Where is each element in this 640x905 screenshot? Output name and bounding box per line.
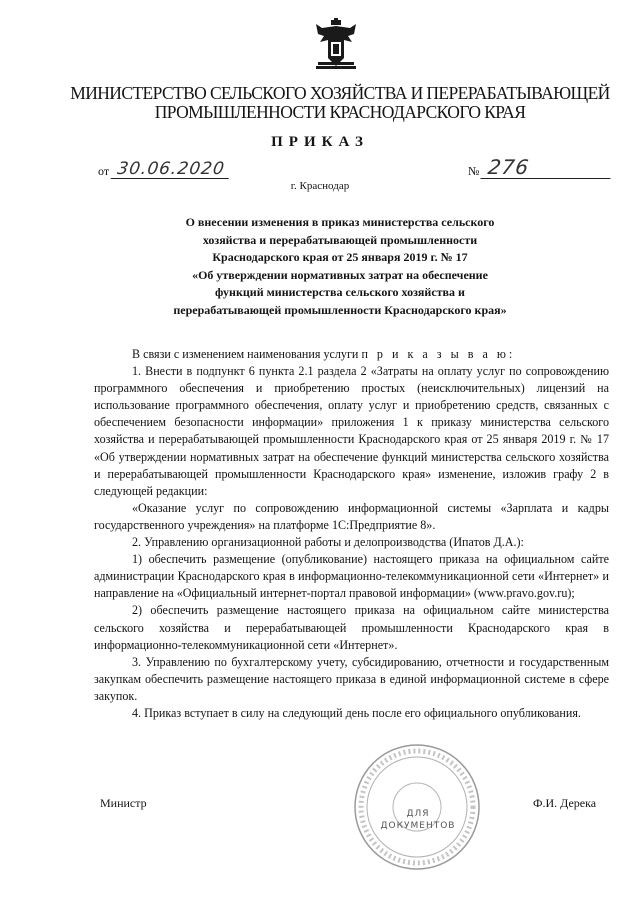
number-field: [468, 156, 612, 179]
subject-line: О внесении изменения в приказ министерства сельского: [185, 215, 495, 229]
subject-line: хозяйства и перерабатывающей промышленности: [202, 232, 478, 247]
city: г. Краснодар: [290, 180, 350, 192]
order-word: п р и к а з ы в а ю:: [361, 347, 516, 361]
paragraph-2-1: 1) обеспечить размещение (опубликование) настоящего приказа на официальном сайте администрации Краснодарского края в информационно-телекоммуникационной сети «Интернет» и направление на «Официальный интернет-портал правовой информации» (www.pravo.gov.ru);: [94, 552, 609, 601]
subject-line: функций министерства сельского хозяйства и: [215, 285, 465, 300]
coat-of-arms-icon: [314, 18, 358, 70]
paragraph-1: 1. Внести в подпункт 6 пункта 2.1 раздела 2 «Затраты на оплату услуг по сопровождению программного обеспечения и приобретению простых (неисключительных) лицензий на использование программного обеспечения, оплату услуг и приобретению средств, связанных с обеспечением безопасности информации» приложения 1 к приказу министерства сельского хозяйства и перерабатывающей промышленности Краснодарского края от 25 января 2019 г. № 17 «Об утверждении нормативных затрат на обеспечение функций министерства сельского хозяйства и перерабатывающей промышленности Краснодарского края» изменение, изложив графу 2 в следующей редакции:: [94, 364, 609, 498]
paragraph-1-quote: «Оказание услуг по сопровождению информационной системы «Зарплата и кадры государственного учреждения» на платформе 1С:Предприятие 8».: [94, 500, 609, 532]
stamp-seal: [352, 742, 482, 872]
subject-line: перерабатывающей промышленности Краснодарского края»: [173, 302, 507, 317]
signature-title: Министр: [100, 796, 147, 810]
date-value: 30.06.2020: [111, 160, 232, 179]
paragraph-2: 2. Управлению организационной работы и делопроизводства (Ипатов Д.А.):: [132, 535, 524, 550]
ministry-line-1: МИНИСТЕРСТВО СЕЛЬСКОГО ХОЗЯЙСТВА И ПЕРЕРАБАТЫВАЮЩЕЙ: [70, 83, 610, 103]
ministry-header: [70, 84, 610, 122]
paragraph-2-2: 2) обеспечить размещение настоящего приказа на официальном сайте министерства сельского хозяйства и перерабатывающей промышленности Краснодарского края в информационно-телекоммуникационной сети «Интернет».: [94, 603, 609, 652]
subject-line: Краснодарского края от 25 января 2019 г. № 17: [212, 250, 468, 265]
signature-name: Ф.И. Дерека: [533, 796, 597, 810]
document-body: [94, 346, 609, 722]
document-subject: [110, 214, 570, 320]
intro-text: В связи с изменением наименования услуги: [132, 347, 359, 361]
paragraph-3: 3. Управлению по бухгалтерскому учету, субсидированию, отчетности и государственным закупкам обеспечить размещение настоящего приказа в единой информационной системе в сфере закупок.: [94, 654, 609, 703]
paragraph-4: 4. Приказ вступает в силу на следующий день после его официального опубликования.: [132, 705, 581, 720]
date-field: [98, 160, 230, 179]
ministry-line-2: ПРОМЫШЛЕННОСТИ КРАСНОДАРСКОГО КРАЯ: [154, 102, 526, 122]
date-prefix: от: [98, 164, 110, 178]
number-prefix: №: [468, 164, 480, 178]
stamp-line-2: ДОКУМЕНТОВ: [380, 821, 456, 831]
number-value: 276: [481, 156, 614, 179]
intro-paragraph: [94, 346, 609, 363]
stamp-text: [378, 808, 458, 832]
subject-line: «Об утверждении нормативных затрат на обеспечение: [192, 267, 488, 282]
stamp-line-1: ДЛЯ: [406, 809, 430, 819]
document-type: ПРИКАЗ: [271, 134, 369, 150]
